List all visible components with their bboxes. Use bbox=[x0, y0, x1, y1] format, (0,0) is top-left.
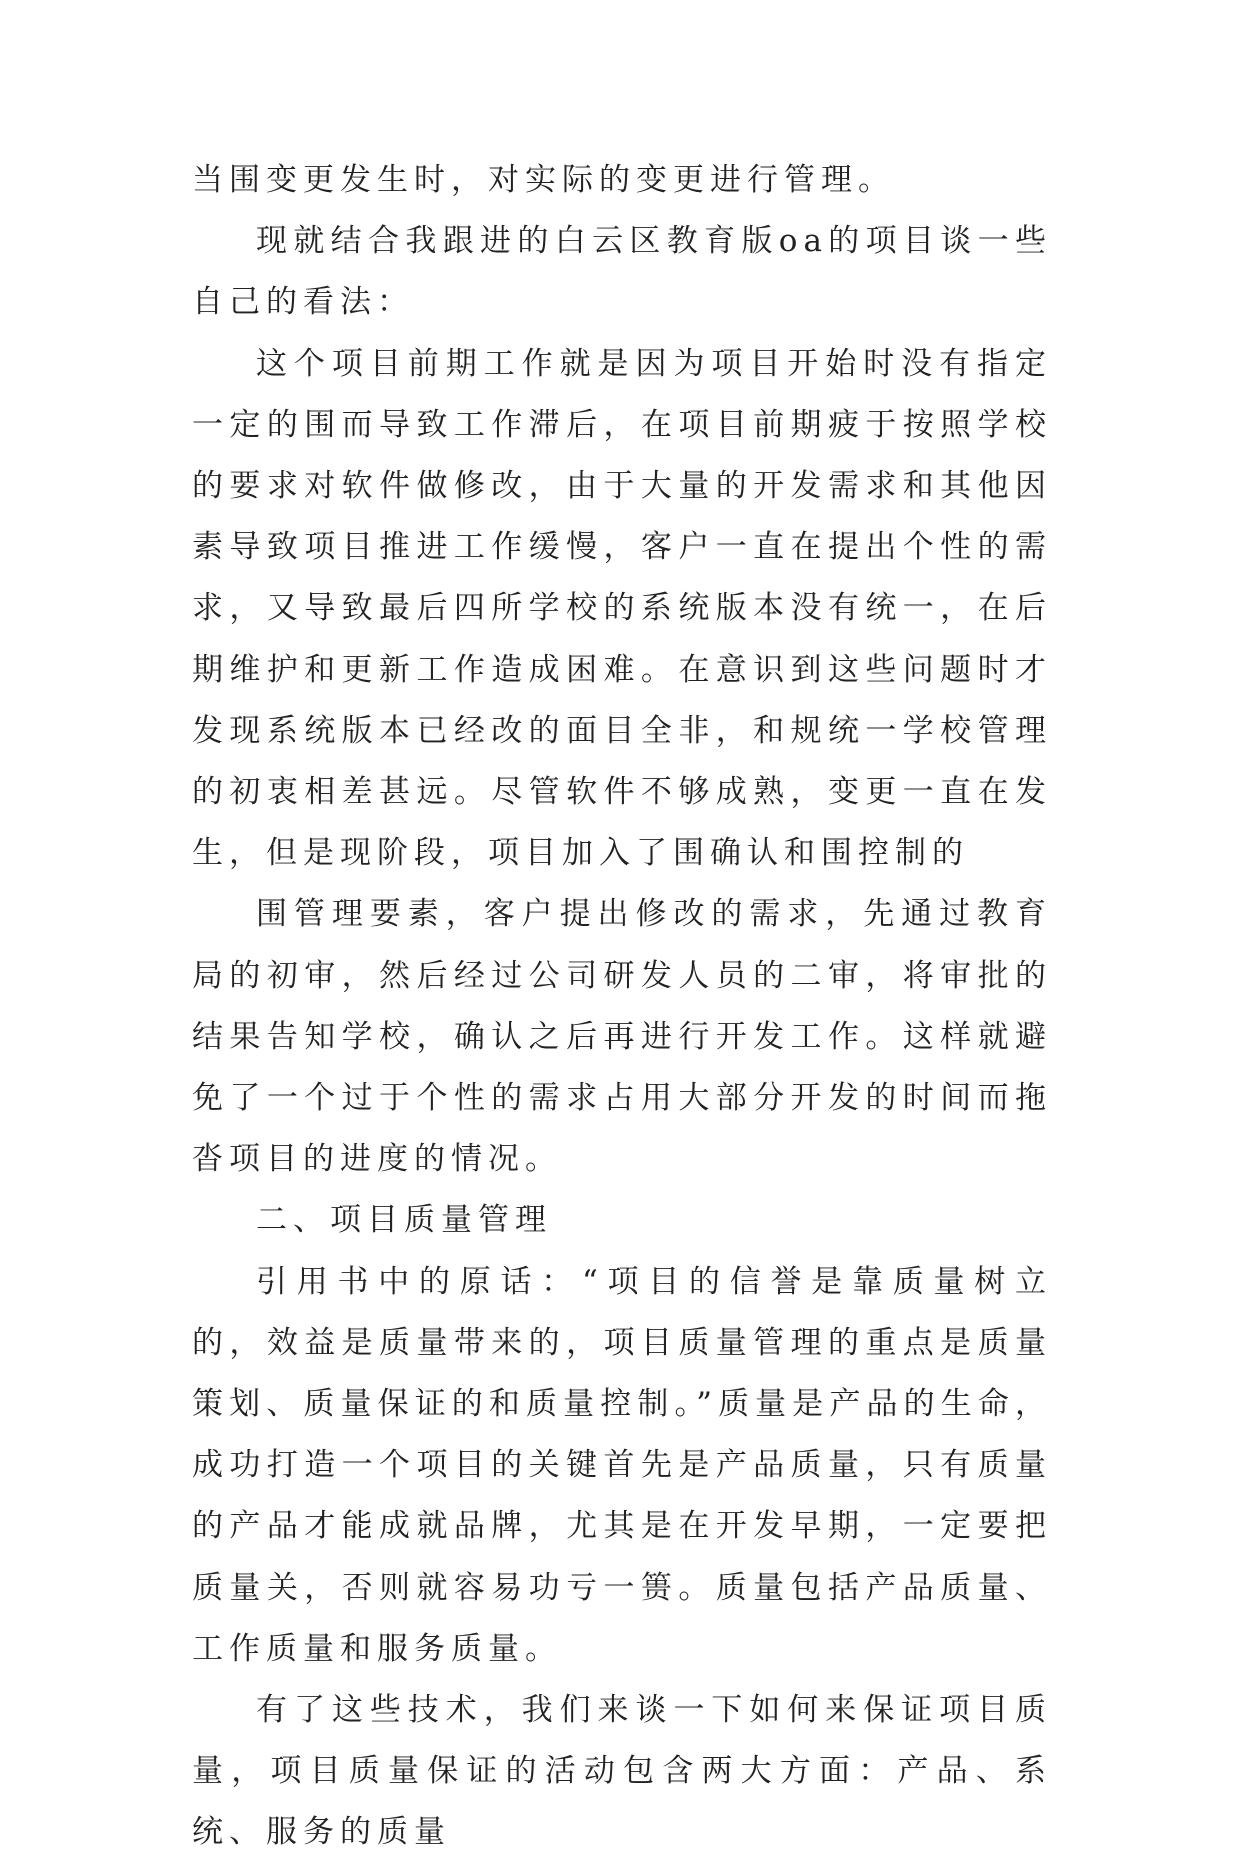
section-heading-quality: 二、项目质量管理 bbox=[256, 1202, 552, 1239]
paragraph-6: 引用书中的原话：“项目的信誉是靠质量树立的，效益是质量带来的，项目质量管理的重点是质量策划、质量保证的和质量控制。”质量是产品的生命，成功打造一个项目的关键首先是产品质量，只有质量的产品才能成就品牌，尤其是在开发早期，一定要把质量关，否则就容易功亏一篑。质量包括产品质量、工作质量和服务质量。 bbox=[192, 1263, 1052, 1667]
paragraph-2: 现就结合我跟进的白云区教育版oa的项目谈一些自己的看法： bbox=[192, 223, 1052, 321]
paragraph-7: 有了这些技术，我们来谈一下如何来保证项目质量，项目质量保证的活动包含两大方面：产品、系统、服务的质量 bbox=[192, 1692, 1052, 1851]
paragraph-1: 当围变更发生时，对实际的变更进行管理。 bbox=[192, 162, 895, 198]
paragraph-3: 这个项目前期工作就是因为项目开始时没有指定一定的围而导致工作滞后，在项目前期疲于按照学校的要求对软件做修改，由于大量的开发需求和其他因素导致项目推进工作缓慢，客户一直在提出个性的需求，又导致最后四所学校的系统版本没有统一，在后期维护和更新工作造成困难。在意识到这些问题时才发现系统版本已经改的面目全非，和规统一学校管理的初衷相差甚远。尽管软件不够成熟，变更一直在发生，但是现阶段，项目加入了围确认和围控制的 bbox=[192, 345, 1052, 872]
document-body bbox=[192, 150, 1052, 1864]
paragraph-4: 围管理要素，客户提出修改的需求，先通过教育局的初审，然后经过公司研发人员的二审，将审批的结果告知学校，确认之后再进行开发工作。这样就避免了一个过于个性的需求占用大部分开发的时间而拖沓项目的进度的情况。 bbox=[192, 896, 1052, 1178]
